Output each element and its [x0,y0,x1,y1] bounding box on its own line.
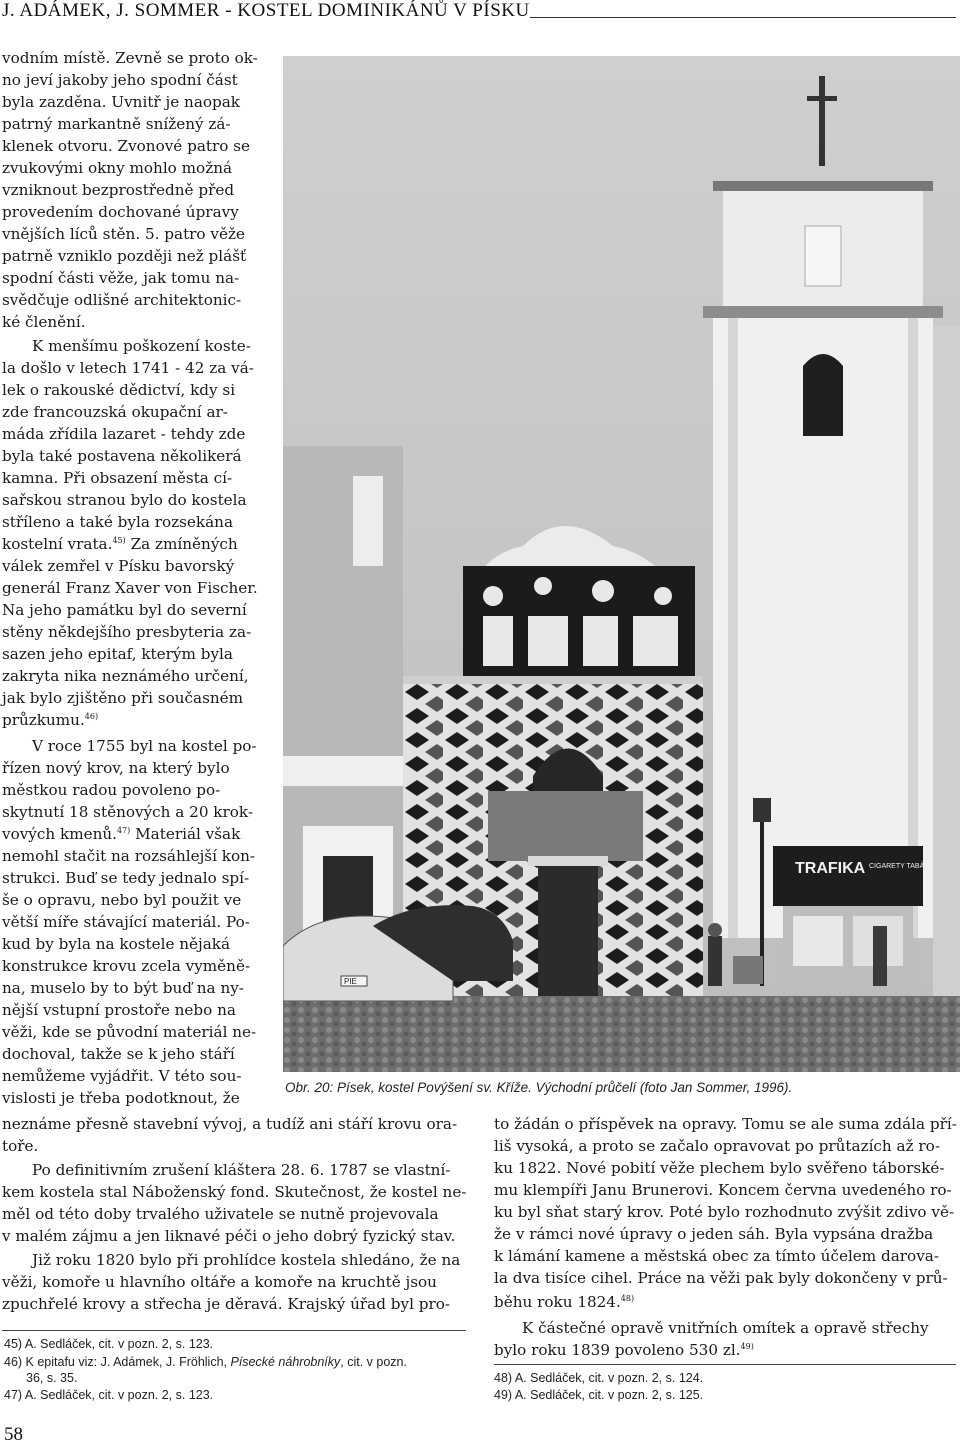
header-rule [530,17,956,18]
footnote-ref: 49) [740,1341,754,1351]
text-line: kud by byla na kostele nějaká [2,935,231,953]
text-line: la došlo v letech 1741 - 42 za vá- [2,359,254,377]
text-line: věži, komoře u hlavního oltáře a komoře na kruchtě jsou [2,1273,437,1291]
text-line: to žádán o příspěvek na opravy. Tomu se ale suma zdála pří- [494,1115,957,1133]
text-line: Po definitivním zrušení kláštera 28. 6. 1787 se vlastní- [32,1161,451,1179]
footnote-rule [2,1330,466,1331]
text-line: Na jeho památku byl do severní [2,601,247,619]
text-line: ké členění. [2,313,86,331]
footnote [4,1354,407,1370]
text-line: toře. [2,1137,39,1155]
text-line: skytnutí 18 stěnových a 20 krok- [2,803,253,821]
pram [733,956,763,984]
text-line: zakryta nika neznámého určení, [2,667,249,685]
text-line [2,534,238,554]
text-line: ku 1822. Nové pobití věže plechem bylo svěřeno táborské- [494,1159,945,1177]
text-span: průzkumu. [2,711,85,729]
text-line: sazen jeho epitaf, kterým byla [2,645,233,663]
text-line [2,710,98,730]
text-line: generál Franz Xaver von Fischer. [2,579,258,597]
text-span: Materiál však [130,825,241,843]
text-line: še o opravu, nebo byl použit ve [2,891,242,909]
license-plate-text: PIE [344,977,357,986]
church-photo [283,56,960,1072]
text-span: , cit. v pozn. [340,1355,407,1369]
text-line: la dva tisíce cihel. Práce na věži pak byly dokončeny v prů- [494,1269,948,1287]
text-line: kamna. Při obsazení města cí- [2,469,233,487]
text-line: byla zazděna. Uvnitř je naopak [2,93,240,111]
footnote: 48) A. Sedláček, cit. v pozn. 2, s. 124. [494,1371,704,1385]
text-line: vislosti je třeba podotknout, že [2,1089,240,1107]
footnote-ref: 48) [620,1293,635,1303]
text-span: bylo roku 1839 povoleno 530 zl. [494,1341,741,1359]
chimney [353,476,383,566]
text-line: jak bylo zjištěno při současném [2,689,244,707]
text-line: V roce 1755 byl na kostel po- [32,737,257,755]
text-line: neznáme přesně stavební vývoj, a tudíž ani stáří krovu ora- [2,1115,458,1133]
text-span: běhu roku 1824. [494,1293,621,1311]
text-line: zpuchřelé krovy a střecha je děravá. Krajský úřad byl pro- [2,1295,451,1313]
running-header [0,0,960,24]
church-facade-illustration [283,56,960,1072]
text-line: spodní části věže, jak tomu na- [2,269,240,287]
text-line: provedením dochované úpravy [2,203,239,221]
text-line: strukci. Buď se tedy jednalo spí- [2,869,250,887]
text-line: nemůžeme vyjádřit. V této sou- [2,1067,242,1085]
header-title: J. ADÁMEK, J. SOMMER - KOSTEL DOMINIKÁNŮ V PÍSKU [2,0,530,21]
text-line: mu klempíři Janu Brunerovi. Koncem června uvedeného ro- [494,1181,952,1199]
kiosk-sign-small: CIGARETY TABÁK [869,863,929,870]
text-line: lek o rakouské dědictví, kdy si [2,381,236,399]
fresco [488,791,643,861]
text-line: v malém zájmu a jen liknavé péči o jeho dobrý fyzický stav. [2,1227,456,1245]
text-line: nější vstupní prostoře nebo na [2,1001,236,1019]
footnote: 49) A. Sedláček, cit. v pozn. 2, s. 125. [494,1388,704,1402]
text-line: nemohl stačit na rozsáhlejší kon- [2,847,256,865]
church-door [538,866,598,996]
text-line [494,1340,754,1360]
text-line: K menšímu poškození koste- [32,337,251,355]
text-line: liš vysoká, a proto se začalo opravovat po průtazích až ro- [494,1137,940,1155]
text-span: Za zmíněných [125,535,238,553]
text-line: klenek otvoru. Zvonové patro se [2,137,251,155]
figure-caption: Obr. 20: Písek, kostel Povýšení sv. Kříže. Východní průčelí (foto Jan Sommer, 1996). [285,1080,793,1095]
text-line: že v rámci nové úpravy o jeden sáh. Byla vypsána dražba [494,1225,934,1243]
tower-window [803,354,843,436]
text-line: věži, kde se původní materiál ne- [2,1023,257,1041]
text-line: Již roku 1820 bylo při prohlídce kostela shledáno, že na [32,1251,461,1269]
text-line: byla také postavena několikerá [2,447,242,465]
text-line: válek zemřel v Písku bavorský [2,557,235,575]
text-line: větší míře stávající materiál. Po- [2,913,250,931]
footnote: 47) A. Sedláček, cit. v pozn. 2, s. 123. [4,1388,214,1402]
footnote-ref: 45) [112,535,126,545]
footnote-rule [494,1364,956,1365]
text-line: svědčuje odlišné architektonic- [2,291,242,309]
text-line: dochoval, takže se k jeho stáří [2,1045,235,1063]
text-span: vových kmenů. [2,825,117,843]
text-line: kem kostela stal Náboženský fond. Skutečnost, že kostel ne- [2,1183,467,1201]
text-line: sařskou stranou bylo do kostela [2,491,247,509]
text-line [494,1292,634,1312]
kiosk-sign: TRAFIKA [795,860,866,877]
text-line: vnějších líců stěn. 5. patro věže [2,225,245,243]
page-number: 58 [4,1424,23,1445]
text-line: městkou radou povoleno po- [2,781,221,799]
text-line: patrně vzniklo později než plášť [2,247,247,265]
footnote-ref: 47) [116,825,131,835]
cobblestone-street [283,996,960,1072]
text-line: stěny někdejšího presbyteria za- [2,623,252,641]
book-title: Písecké náhrobníky [230,1355,341,1369]
text-line: měl od této doby trvalého uživatele se nutně projevovala [2,1205,439,1223]
text-line: konstrukce krovu zcela vyměně- [2,957,251,975]
text-line: vodním místě. Zevně se proto ok- [2,49,258,67]
text-line: na, muselo by to být buď na ny- [2,979,244,997]
text-span: kostelní vrata. [2,535,113,553]
text-span: 46) K epitafu viz: J. Adámek, J. Fröhlich, [4,1355,231,1369]
text-line: řízen nový krov, na který bylo [2,759,230,777]
cross [819,76,825,166]
text-line: K částečné opravě vnitřních omítek a opravě střechy [522,1319,929,1337]
text-line: vzniknout bezprostředně před [2,181,235,199]
text-line: máda zřídila lazaret - tehdy zde [2,425,246,443]
text-line: no jeví jakoby jeho spodní část [2,71,238,89]
text-line: stříleno a také byla rozsekána [2,513,233,531]
text-line: patrný markantně snížený zá- [2,115,231,133]
text-line [2,824,240,844]
text-line: ku byl sňat starý krov. Poté bylo rozhodnuto zvýšit zdivo vě- [494,1203,955,1221]
text-line: zde francouzská okupační ar- [2,403,228,421]
text-line: zvukovými okny mohlo možná [2,159,233,177]
footnote-ref: 46) [84,711,99,721]
pedestrian [708,936,722,986]
text-line: k lámání kamene a městská obec za tímto účelem darova- [494,1247,939,1265]
pedestrian-right [873,926,887,986]
footnote: 45) A. Sedláček, cit. v pozn. 2, s. 123. [4,1337,214,1351]
footnote: 36, s. 35. [26,1371,78,1385]
